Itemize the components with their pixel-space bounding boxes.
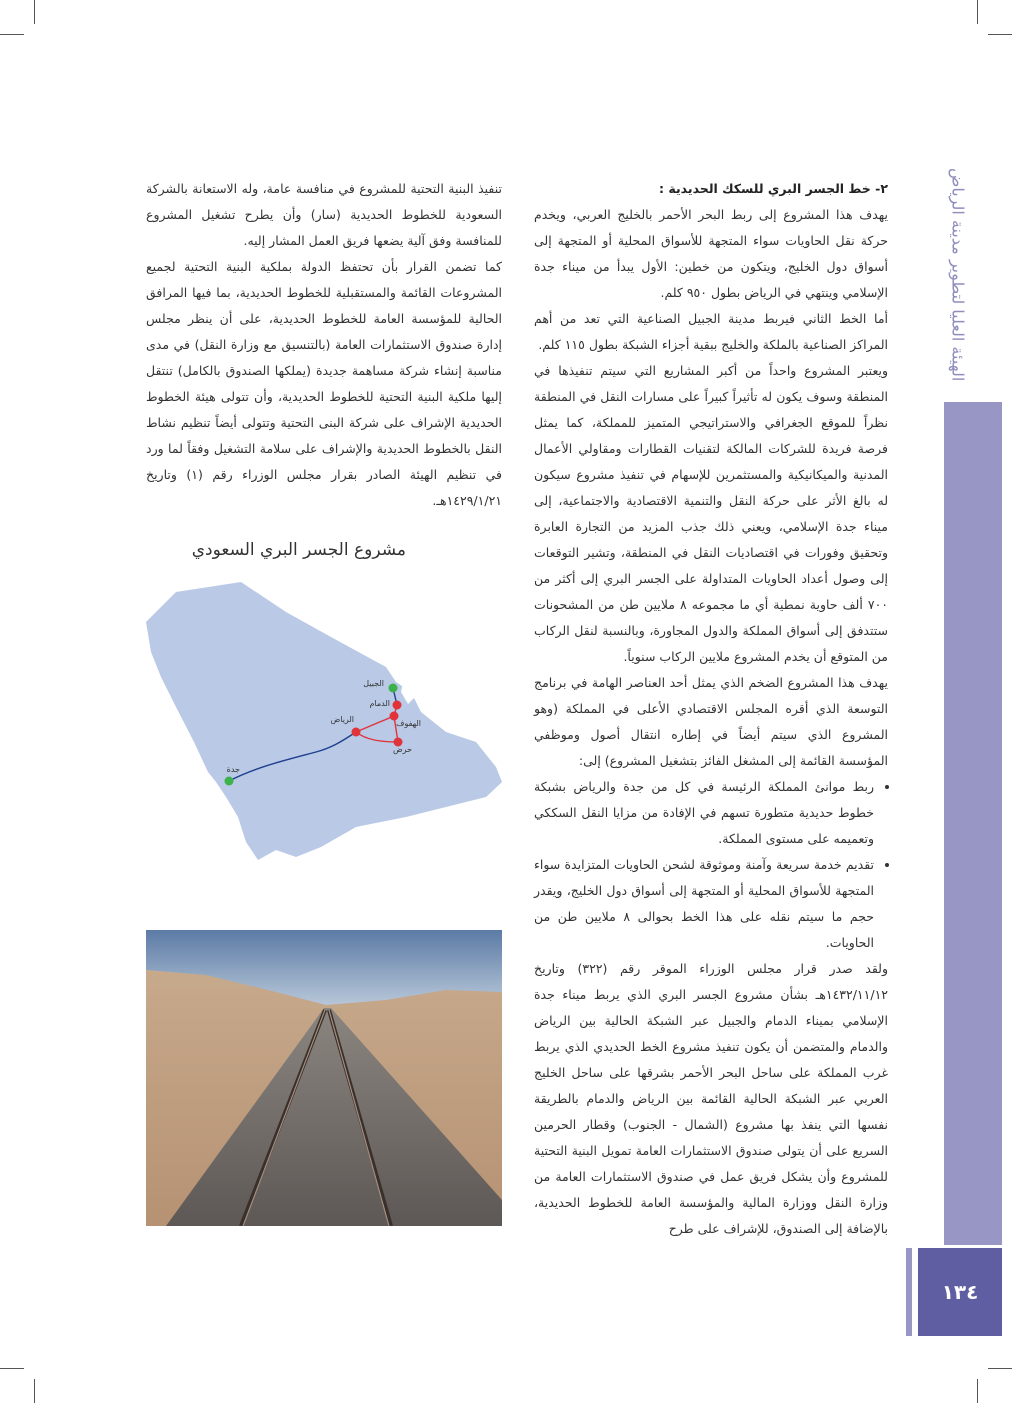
- crop-mark: [0, 34, 24, 35]
- section-heading: ٢- خط الجسر البري للسكك الحديدية :: [659, 181, 888, 196]
- crop-mark: [34, 1379, 35, 1403]
- map-title: مشروع الجسر البري السعودي: [191, 540, 406, 560]
- crop-mark: [34, 0, 35, 24]
- paragraph: ولقد صدر قرار مجلس الوزراء الموقر رقم (٣٢٢) وتاريخ ١٤٣٢/١١/١٢هـ بشأن مشروع الجسر البري الذي يربط ميناء جدة الإسلامي بميناء الدمام والجبيل عبر الشبكة الحالية بين الرياض والدمام والمتضمن أن يكون تنفيذ مشروع الخط الحديدي الذي يربط غرب المملكة على ساحل البحر الأحمر بشرقها على ساحل الخليج العربي عبر الشبكة الحالية القائمة بين الرياض والدمام بالطريقة نفسها التي ينفذ بها مشروع (الشمال - الجنوب) وقطار الحرمين السريع على أن يتولى صندوق الاستثمارات العامة تمويل البنية التحتية للمشروع وأن يشكل فريق عمل في صندوق الاستثمارات العامة من وزارة النقل ووزارة المالية والمؤسسة العامة للخطوط الحديدية، بالإضافة إلى الصندوق، للإشراف على طرح: [534, 961, 888, 1236]
- paragraph: تنفيذ البنية التحتية للمشروع في منافسة عامة، وله الاستعانة بالشركة السعودية للخطوط الحديدية (سار) وأن يطرح تشغيل المشروع للمنافسة وفق آلية يضعها فريق العمل المشار إليه.: [146, 181, 502, 248]
- label-hofuf: الهفوف: [396, 719, 421, 728]
- list-item: • تقديم خدمة سريعة وآمنة وموثوقة لشحن الحاويات المتزايدة سواء المتجهة للأسواق المحلية أو المتجهة إلى أسواق دول الخليج، ويقدر حجم ما سيتم نقله على هذا الخط بحوالى ٨ ملايين طن من الحاويات.: [534, 852, 874, 956]
- org-name-text: الهيئة العليا لتطوير مدينة الرياض: [948, 168, 968, 382]
- crop-mark: [0, 1368, 24, 1369]
- right-column: [534, 176, 888, 1242]
- station-jubail: [389, 684, 398, 693]
- paragraph: أما الخط الثاني فيربط مدينة الجبيل الصناعية التي تعد من أهم المراكز الصناعية بالملكة والخليج ببقية أجزاء الشبكة بطول ١١٥ كلم.: [534, 311, 888, 352]
- map-land: [146, 582, 502, 860]
- station-riyadh: [352, 728, 361, 737]
- label-jeddah: جدة: [226, 765, 240, 774]
- crop-mark: [988, 1368, 1012, 1369]
- station-dammam: [393, 701, 402, 710]
- left-column: [146, 176, 502, 514]
- label-riyadh: الرياض: [330, 715, 354, 724]
- label-haradh: حرض: [392, 745, 412, 754]
- saudi-map: [146, 582, 506, 887]
- station-jeddah: [225, 777, 234, 786]
- page-number: ١٣٤: [941, 1280, 979, 1304]
- bullet-list: [534, 774, 888, 956]
- paragraph: ويعتبر المشروع واحداً من أكبر المشاريع التي سيتم تنفيذها في المنطقة وسوف يكون له تأثيراً كبيراً على مسارات النقل في المنطقة نظراً للموقع الجغرافي والاستراتيجي المتميز للمملكة، كما يمثل فرصة فريدة للشركات المالكة لتقنيات القطارات ومقاولي الأعمال المدنية والميكانيكية والمستثمرين للإسهام في تنفيذ مشروع سيكون له بالغ الأثر على حركة النقل والتنمية الاقتصادية والاجتماعية، إلى ميناء جدة الإسلامي، ويعني ذلك جذب المزيد من التجارة العابرة وتحقيق وفورات في اقتصاديات النقل في المنطقة، وتشير التوقعات إلى وصول أعداد الحاويات المتداولة على الجسر البري إلى أكثر من ٧٠٠ ألف حاوية نمطية أي ما مجموعه ٨ ملايين طن من المشحونات ستتدفق إلى أسواق المملكة والدول المجاورة، وبالنسبة لنقل الركاب من المتوقع أن يخدم المشروع ملايين الركاب سنوياً.: [534, 363, 889, 664]
- paragraph: يهدف هذا المشروع الضخم الذي يمثل أحد العناصر الهامة في برنامج التوسعة الذي أقره المجلس الاقتصادي الأعلى في المملكة (وهو المشروع الذي سيتم أيضاً في إطاره انتقال أصول وموظفي المؤسسة القائمة إلى المشغل الفائز بتشغيل المشروع) إلى:: [534, 675, 888, 768]
- label-dammam: الدمام: [369, 699, 390, 708]
- page-number-box: [918, 1248, 1002, 1336]
- footer-strip: [906, 1248, 912, 1336]
- sidebar-org-name: [944, 150, 972, 400]
- railway-photo: [146, 930, 502, 1226]
- list-item: • ربط موانئ المملكة الرئيسة في كل من جدة والرياض بشبكة خطوط حديدية متطورة تسهم في الإفادة من مزايا النقل السككي وتعميمه على مستوى المملكة.: [534, 774, 874, 852]
- label-jubail: الجبيل: [363, 679, 384, 688]
- sidebar-accent-bar: [944, 402, 1002, 1245]
- crop-mark: [977, 0, 978, 24]
- paragraph: يهدف هذا المشروع إلى ربط البحر الأحمر بالخليج العربي، ويخدم حركة نقل الحاويات سواء المتجهة للأسواق المحلية أو المتجهة إلى أسواق دول الخليج، ويتكون من خطين: الأول يبدأ من ميناء جدة الإسلامي وينتهي في الرياض بطول ٩٥٠ كلم.: [534, 207, 888, 300]
- crop-mark: [977, 1379, 978, 1403]
- crop-mark: [988, 34, 1012, 35]
- paragraph: كما تضمن القرار بأن تحتفظ الدولة بملكية البنية التحتية لجميع المشروعات القائمة والمستقبلية للخطوط الحديدية، بما فيها المرافق الحالية للمؤسسة العامة للخطوط الحديدية، على أن ينظر مجلس إدارة صندوق الاستثمارات العامة (بالتنسيق مع وزارة النقل) في مدى مناسبة إنشاء شركة مساهمة جديدة (يملكها الصندوق بالكامل) تنتقل إليها ملكية البنية التحتية للخطوط الحديدية، وأن تتولى هيئة الخطوط الحديدية الإشراف على شركة البنى التحتية وتتولى أيضاً تنظيم نشاط النقل بالخطوط الحديدية والإشراف على سلامة التشغيل وفقاً لما ورد في تنظيم الهيئة الصادر بقرار مجلس الوزراء رقم (١) وتاريخ ١٤٢٩/١/٢١هـ.: [146, 259, 502, 508]
